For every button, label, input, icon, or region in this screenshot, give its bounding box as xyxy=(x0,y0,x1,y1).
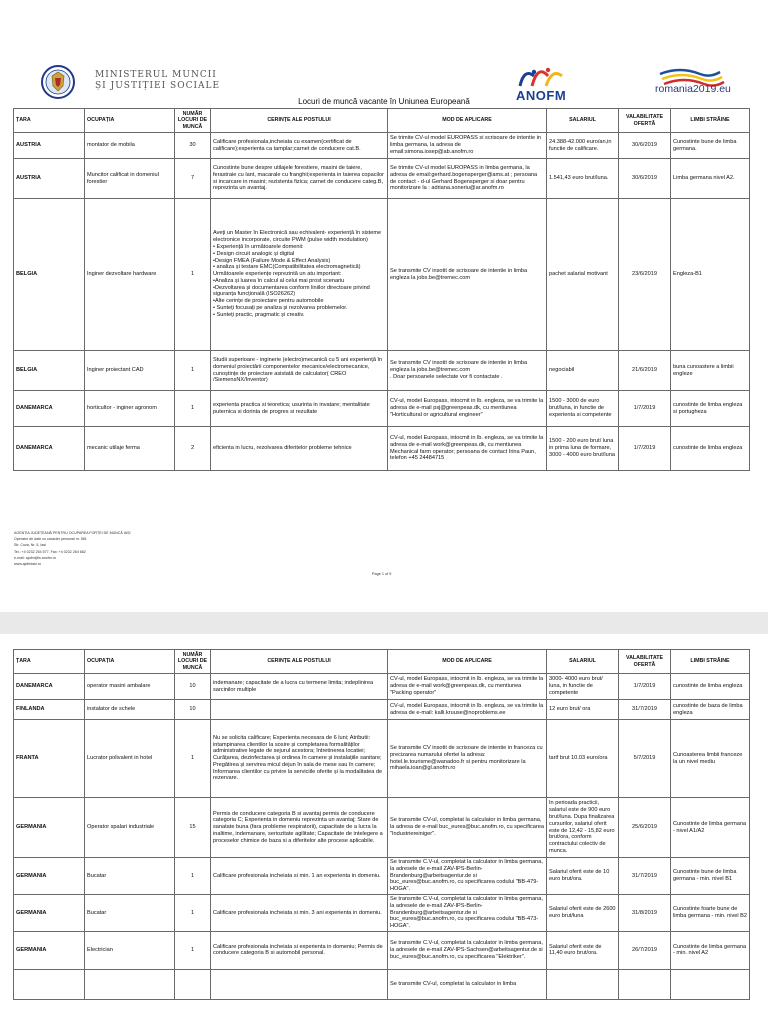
row-requirements: Studii superioare - inginerie (electro)mecanică cu 5 ani experiență în domeniul proiectării componentelor mecanice/electromecanice, cunoștințe de proiectare asistată de calculator( CREO /SiemensNX/Inventor) xyxy=(211,351,388,391)
row-salary: pachet salarial motivant xyxy=(547,199,619,351)
row-places: 15 xyxy=(175,798,211,858)
col-validity-header: VALABILITATE OFERTĂ xyxy=(619,650,671,674)
row-places: 10 xyxy=(175,700,211,720)
row-places: 10 xyxy=(175,674,211,700)
jobs-table-page-2 xyxy=(13,649,750,1000)
row-validity: 30/6/2019 xyxy=(619,133,671,159)
ministry-name xyxy=(95,70,220,92)
row-requirements xyxy=(211,700,388,720)
row-requirements: Aveți un Master în Electronică sau echivalent- experiență în sisteme electronice incorporate, circuite PWM (pulse width modulation) • Experiență în următoarele domenii: • Design circuit analogic și digital •Design FMEA (Failure Mode & Effect Analysis) • analiza și testare EMC(Compatibilitatea electromagnetică) Următoarele experiențe reprezintă un atu important: •Analiza și luarea în calcul al celui mai prost scenariu •Dezvoltarea și documentarea conform liniilor directoare privind siguranța funcțională (ISO26262) •Alte cerințe de proiectare pentru automobile • Sunteți focusați pe analiza și rezolvarea problemelor. • Sunteți practic, pragmatic și creativ. xyxy=(211,199,388,351)
row-salary: In perioada practicii, salariul este de 900 euro brut/luna. Dupa finalizarea cursurilor, salariul oferit este de 12,42 - 15,82 euro brut/ora, conform contractului colectiv de munca. xyxy=(547,798,619,858)
row-places: 30 xyxy=(175,133,211,159)
col-apply-header: MOD DE APLICARE xyxy=(388,650,547,674)
row-salary: Salariul oferit este de 11,40 euro brut/ora. xyxy=(547,931,619,969)
col-languages-header: LIMBI STRĂINE xyxy=(671,109,750,133)
row-validity: 31/7/2019 xyxy=(619,700,671,720)
row-requirements: Permis de conducere categoria B si avantaj permis de conducere categoria C; Experienta in domeniu reprezinta un avantaj; Stare de sanatate buna (fara probleme respiratorii), capacitate de a lucra la inaltime, indemanare, seriozitate agilitate; Capacitate de intelegere a proceselor chimice de baza si a diferitelor alte procese aplicabile. xyxy=(211,798,388,858)
row-languages: Cunostinte de limba germana - min. nivel A2 xyxy=(671,931,750,969)
row-validity: 23/6/2019 xyxy=(619,199,671,351)
col-validity-header: VALABILITATE OFERTĂ xyxy=(619,109,671,133)
row-validity: 30/6/2019 xyxy=(619,159,671,199)
row-country: DANEMARCA xyxy=(14,427,85,471)
row-occupation: Muncitor calificat in domeniul forestier xyxy=(85,159,175,199)
row-requirements: Calificare profesionala,incheiata cu examen(certificat de calificare);experienta ca tamplar;carnet de conducere cat.B. xyxy=(211,133,388,159)
row-country xyxy=(14,969,85,999)
row-requirements: Nu se solicita calificare; Experienta necesara de 6 luni; Atributii: intampinarea clientilor la sosire și completarea formalităților administrative legate de sejurul acestora; întretinerea locatiei; Curățarea, dezinfectarea și ordinea în camere și instalațiile sanitare; Pregătirea și servirea micul dejun în sala de mese sau în camere; Informarea clientilor cu privire la serviciile oferite și la modalitatea de rezervare. xyxy=(211,720,388,798)
row-validity: 31/8/2019 xyxy=(619,894,671,931)
row-salary: tarif brut 10.03 euro/ora xyxy=(547,720,619,798)
row-requirements: experienta practica si teoretica; usurinta in invatare; mentalitate puternica si dorinta de progres si rezultate xyxy=(211,391,388,427)
col-salary-header: SALARIUL xyxy=(547,109,619,133)
row-places xyxy=(175,969,211,999)
row-languages: Cunoasterea limbii franceze la un nivel mediu xyxy=(671,720,750,798)
row-validity: 1/7/2019 xyxy=(619,427,671,471)
col-occupation-header: OCUPAȚIA xyxy=(85,650,175,674)
row-occupation: Inginer proiectant CAD xyxy=(85,351,175,391)
row-validity: 21/6/2019 xyxy=(619,351,671,391)
col-requirements-header: CERINȚE ALE POSTULUI xyxy=(211,650,388,674)
footer-line: Str. Cuza, Nr. 5, Iasi xyxy=(14,543,46,548)
col-requirements-header: CERINȚE ALE POSTULUI xyxy=(211,109,388,133)
row-occupation: Inginer dezvoltare hardware xyxy=(85,199,175,351)
col-languages-header: LIMBI STRĂINE xyxy=(671,650,750,674)
row-validity: 1/7/2019 xyxy=(619,674,671,700)
ministry-emblem-icon xyxy=(30,64,86,100)
row-country: AUSTRIA xyxy=(14,133,85,159)
row-languages: Engleza-B1 xyxy=(671,199,750,351)
row-occupation: Bucatar xyxy=(85,894,175,931)
ministry-line-2: ȘI JUSTIȚIEI SOCIALE xyxy=(95,81,221,91)
col-places-header: NUMĂR LOCURI DE MUNCĂ xyxy=(175,109,211,133)
row-occupation: Operator spalari industriale xyxy=(85,798,175,858)
row-country: GERMANIA xyxy=(14,931,85,969)
row-places: 1 xyxy=(175,199,211,351)
row-occupation: instalator de schele xyxy=(85,700,175,720)
col-country-header: ȚARA xyxy=(14,109,85,133)
row-country: FINLANDA xyxy=(14,700,85,720)
row-validity xyxy=(619,969,671,999)
table-row xyxy=(14,798,750,858)
row-occupation: montator de mobila xyxy=(85,133,175,159)
row-apply: Se transmite CV-ul, completat la calculator in limba germana, la adresa de e-mail buc_eures@buc.anofm.ro, cu specificarea "Industriereiniger". xyxy=(388,798,547,858)
table-row xyxy=(14,858,750,895)
row-places: 1 xyxy=(175,894,211,931)
row-requirements: indemanare; capacitate de a lucra cu termene limita; indeplinirea sarcinilor multiple xyxy=(211,674,388,700)
row-country: GERMANIA xyxy=(14,798,85,858)
row-apply: Se transmite C.V-ul, completat la calculator in limba germana, la adresele de e-mail ZAV-IPS-Berlin-Brandenburg@arbeitsagentur.de si buc_eures@buc.anofm.ro, cu specificarea codului "BB-479-HOGA". xyxy=(388,858,547,895)
row-country: FRANTA xyxy=(14,720,85,798)
row-languages: cunostinte de limba engleza xyxy=(671,427,750,471)
document-page-2 xyxy=(0,634,768,1024)
col-apply-header: MOD DE APLICARE xyxy=(388,109,547,133)
romania2019-wordmark: romania2019.eu xyxy=(655,83,731,95)
row-salary: Salariul oferit este de 2600 euro brut/luna xyxy=(547,894,619,931)
row-salary xyxy=(547,969,619,999)
footer-line: Operator de date cu caracter personal nr. 581 xyxy=(14,537,87,542)
footer-line: Tel.: +4 0232 254 577, Fax: +4 0232 264 682 xyxy=(14,549,86,554)
col-salary-header: SALARIUL xyxy=(547,650,619,674)
row-places: 1 xyxy=(175,391,211,427)
table-row xyxy=(14,931,750,969)
row-apply: Se transmite C.V-ul, completat la calculator in limba germana, la adresele de e-mail ZAV-IPS-Berlin-Brandenburg@arbeitsagentur.de si buc_eures@buc.anofm.ro, cu specificarea codului "BB-473-HOGA". xyxy=(388,894,547,931)
row-places: 2 xyxy=(175,427,211,471)
row-apply: CV-ul, model Europass, intocmit in lb. engleza, se va trimite la adresa de e-mail psj@greenpeas.dk, cu mentiunea "Horticultural or agricultural engineer" xyxy=(388,391,547,427)
row-languages: cunostinte de limba engleza xyxy=(671,674,750,700)
row-requirements xyxy=(211,969,388,999)
row-apply: Se transmite CV insotit de scrisoare de intentie in franceza cu precizarea numarului ofertei la adresa: hotel.le.tourisme@wanadoo.fr si pentru monitorizare la mihaela.ioan@gl.anofm.ro xyxy=(388,720,547,798)
row-country: BELGIA xyxy=(14,199,85,351)
row-apply: CV-ul, model Europass, intocmit in lb. engleza, se va trimite la adresa de e-mail work@greenpeas.dk, cu mentiunea Mechanical farm operator; persoana de contact Irina Paun, telefon +45 24484715 xyxy=(388,427,547,471)
ministry-line-1: MINISTERUL MUNCII xyxy=(95,70,217,80)
row-salary: 12 euro brut/ ora xyxy=(547,700,619,720)
row-country: GERMANIA xyxy=(14,894,85,931)
col-places-header: NUMĂR LOCURI DE MUNCĂ xyxy=(175,650,211,674)
row-requirements: eficienta in lucru, rezolvarea diferitelor probleme tehnice xyxy=(211,427,388,471)
row-languages: Cunostinte bune de limba germana - min. nivel B1 xyxy=(671,858,750,895)
row-languages: cunostinte de limba engleza si portugheza xyxy=(671,391,750,427)
table-row xyxy=(14,199,750,351)
row-salary: 3000- 4000 euro brut/ luna, in functie de competente xyxy=(547,674,619,700)
row-languages xyxy=(671,969,750,999)
row-languages: Cunostinte foarte bune de limba germana - min. nivel B2 xyxy=(671,894,750,931)
table-row xyxy=(14,674,750,700)
row-validity: 25/6/2019 xyxy=(619,798,671,858)
row-validity: 31/7/2019 xyxy=(619,858,671,895)
row-occupation: Electrician xyxy=(85,931,175,969)
row-apply: Se transmite CV insotit de scrisoare de intentie in limba engleza la jobs.be@tremec.com xyxy=(388,199,547,351)
row-salary: Salariul oferit este de 10 euro brut/ora. xyxy=(547,858,619,895)
table-row xyxy=(14,894,750,931)
row-apply: Se trimite CV-ul model EUROPASS si scrisoare de intentie in limba germana, la adresa de email:simona.iosep@ab.anofm.ro xyxy=(388,133,547,159)
table-row xyxy=(14,351,750,391)
row-languages: Cunostinte bune de limba germana. xyxy=(671,133,750,159)
agency-footer xyxy=(14,530,131,567)
row-places: 1 xyxy=(175,720,211,798)
row-occupation: mecanic utilaje ferma xyxy=(85,427,175,471)
table-row xyxy=(14,159,750,199)
row-apply: CV-ul, model Europass, intocmit in lb. engleza, se va trimite la adresa de e-mail work@greenpeas.dk, cu mentiunea "Packing operator" xyxy=(388,674,547,700)
document-title: Locuri de muncă vacante în Uniunea Europeană xyxy=(298,97,470,106)
row-validity: 26/7/2019 xyxy=(619,931,671,969)
table-row xyxy=(14,133,750,159)
footer-line: AGENȚIA JUDEȚEANĂ PENTRU OCUPAREA FORȚEI DE MUNCĂ IAȘI xyxy=(14,531,131,535)
row-occupation: operator masini ambalare xyxy=(85,674,175,700)
table-row xyxy=(14,700,750,720)
row-country: AUSTRIA xyxy=(14,159,85,199)
row-languages: buna cunoastere a limbii engleze xyxy=(671,351,750,391)
row-validity: 1/7/2019 xyxy=(619,391,671,427)
row-validity: 5/7/2019 xyxy=(619,720,671,798)
row-salary: negociabil xyxy=(547,351,619,391)
row-salary: 1500 - 3000 de euro brut/luna, in functie de experienta si competente xyxy=(547,391,619,427)
row-places: 7 xyxy=(175,159,211,199)
row-languages: cunostinte de baza de limba engleza xyxy=(671,700,750,720)
table-row xyxy=(14,391,750,427)
row-salary: 24.388-42.000 euro/an,in functie de calificare. xyxy=(547,133,619,159)
table-header-row xyxy=(14,650,750,674)
row-country: GERMANIA xyxy=(14,858,85,895)
row-places: 1 xyxy=(175,858,211,895)
row-apply: Se transmite C.V-ul, completat la calculator in limba germana, la adresele de e-mail ZAV-IPS-Sachsen@arbeitsagentur.de si buc_eures@buc.anofm.ro, cu specificarea "Elektriker". xyxy=(388,931,547,969)
anofm-wordmark: ANOFM xyxy=(516,88,567,103)
row-salary: 1.541,43 euro brut/luna. xyxy=(547,159,619,199)
row-places: 1 xyxy=(175,931,211,969)
row-apply: Se trimite CV-ul model EUROPASS in limba germana, la adresa de email:gerhard.bogensperger@ams.at ; persoana de contact - d-ul Gerhard Bogensperger si doar pentru monitorizare la : adriana.soneriu@ar.anofm.ro xyxy=(388,159,547,199)
row-apply: Se transmite CV-ul, completat la calculator in limba xyxy=(388,969,547,999)
row-country: DANEMARCA xyxy=(14,391,85,427)
row-country: DANEMARCA xyxy=(14,674,85,700)
table-header-row xyxy=(14,109,750,133)
row-occupation: horticultor - inginer agronom xyxy=(85,391,175,427)
row-occupation xyxy=(85,969,175,999)
row-requirements: Calificare profesionala incheiata si experienta in domeniu; Permis de conducere categoria B si automobil personal. xyxy=(211,931,388,969)
row-apply: Se transmite CV insotit de scrisoare de intentie in limba engleza la jobs.be@tremec.com . Doar persoanele selectate vor fi contactate . xyxy=(388,351,547,391)
row-requirements: Calificare profesionala incheiata si min. 3 ani experienta in domeniu. xyxy=(211,894,388,931)
col-country-header: ȚARA xyxy=(14,650,85,674)
row-places: 1 xyxy=(175,351,211,391)
page-separator xyxy=(0,612,768,634)
footer-line: e-mail: ajofm@is.anofm.ro xyxy=(14,555,56,560)
jobs-table-page-1 xyxy=(13,108,750,471)
table-row xyxy=(14,427,750,471)
row-apply: CV-ul, model Europass, intocmit in lb. engleza, se va trimite la adresa de e-mail: kalli.kruuse@noproblems.ee xyxy=(388,700,547,720)
row-occupation: Bucatar xyxy=(85,858,175,895)
row-languages: Limba germana nivel A2. xyxy=(671,159,750,199)
row-occupation: Lucrator polivalent in hotel xyxy=(85,720,175,798)
row-country: BELGIA xyxy=(14,351,85,391)
footer-line: www.ajofmiasi.ro xyxy=(14,562,41,567)
page-number: Page 1 of 9 xyxy=(372,572,392,576)
row-requirements: Calificare profesionala incheiata si min. 1 an experienta in domeniu. xyxy=(211,858,388,895)
row-requirements: Cunostinte bune despre utilajele forestiere, masini de taiere, ferastraie cu lant, macarale cu franghii;experienta in taierea copacilor si incarcare in masini; rezistenta fizica; carnet de conducere categ.B, reprezinta un avantaj. xyxy=(211,159,388,199)
table-row xyxy=(14,969,750,999)
row-salary: 1500 - 200 euro brut/ luna in prima luna de formare, 3000 - 4000 euro brut/luna xyxy=(547,427,619,471)
col-occupation-header: OCUPAȚIA xyxy=(85,109,175,133)
table-row xyxy=(14,720,750,798)
row-languages: Cunostinte de limba germana - nivel A1/A2 xyxy=(671,798,750,858)
